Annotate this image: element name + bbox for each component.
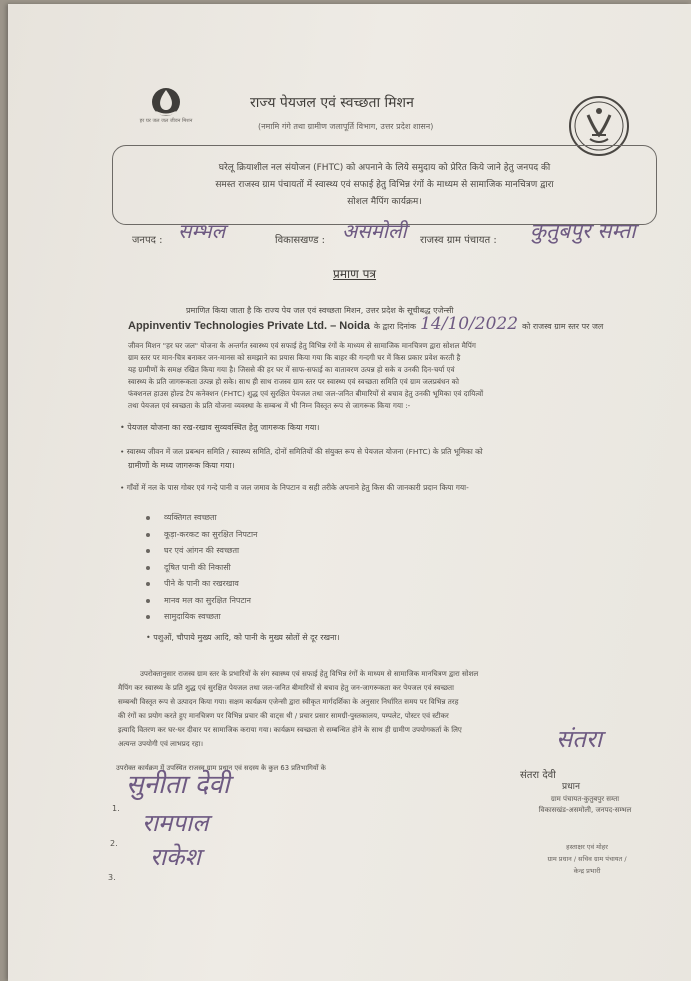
district-label: जनपद :: [132, 235, 163, 246]
hygiene-topics-list: [146, 510, 257, 626]
stamp-footer-2: ग्राम प्रधान / सचिव ग्राम पंचायत /: [547, 855, 627, 863]
signature-number: 2.: [110, 839, 118, 848]
stamp-name: संतरा देवी: [520, 770, 556, 781]
body-line-4: ग्राम स्तर पर मान-चित्र बनाकर जन-मानस को समझाने का प्रयास किया गया कि बाहर की गन्दगी घर में किस प्रकार प्रवेश करती है: [128, 353, 461, 362]
logo-caption: हर घर जल जल जीवन मिशन: [139, 118, 193, 124]
point-3: • गाँवों में नल के पास गोबर एवं गन्दे पानी व जल जमाव के निपटान व सही तरीके अपनाने हेतु किस की जानकारी प्रदान किया गया-: [120, 483, 469, 492]
signature-2: रामपाल: [142, 809, 209, 837]
closing-line-4: की रंगों का प्रयोग करते हुए मानचित्रण पर विभिन्न प्रचार की वाट्स थी / प्रचार प्रसार सामग्री-पुस्तकालय, पम्पलेट, पोस्टर एवं स्टीकर: [118, 711, 449, 720]
bullet-dot: [146, 566, 150, 570]
closing-line-2: मैपिंग कर स्वास्थ्य के प्रति शुद्ध एवं सुरक्षित पेयजल तथा जल-जनित बीमारियों से बचाव हेतु जन-जागरूकता कर पेयजल एवं स्वच्छता: [118, 683, 454, 692]
topic-text: घर एवं आंगन की स्वच्छता: [164, 546, 240, 555]
closing-line-6: अत्यन्त उपयोगी एवं लाभप्रद रहा।: [118, 739, 204, 748]
agency-name: Appinventiv Technologies Private Ltd. – Noida: [128, 320, 370, 332]
body-line-5: यह ग्रामीणों के समक्ष रखित किया गया है। जिससे की हर घर में साफ-सफाई का वातावरण उत्पन्न हो सके व उनकी दिन-चर्या एवं: [128, 365, 455, 374]
block-value: असमोली: [342, 219, 407, 243]
signature-3: राकेश: [150, 843, 201, 871]
bullet-dot: [146, 599, 150, 603]
topic-text: व्यक्तिगत स्वच्छता: [164, 513, 217, 522]
banner-line-2: समस्त राजस्व ग्राम पंचायतों में स्वास्थ्य एवं सफाई हेतु विभिन्न रंगों के माध्यम से सामाजिक मानचित्रण द्वारा: [215, 180, 554, 190]
topic-item: [146, 609, 257, 626]
banner-line-1: घरेलू क्रियाशील नल संयोजन (FHTC) को अपनाने के लिये समुदाय को प्रेरित किये जाने हेतु जनपद की: [218, 163, 551, 173]
bullet-dot: [146, 582, 150, 586]
point-2-cont: ग्रामीणों के मध्य जागरूक किया गया।: [128, 461, 235, 470]
closing-line-3: सम्बन्धी विस्तृत रूप से उत्पादन किया गया। सक्षम कार्यक्रम एजेन्सी द्वारा स्वीकृत मार्गदर्शिका के अनुसार निर्धारित समय पर विभिन्न तरह: [118, 697, 459, 706]
topic-text: कूड़ा-करकट का सुरक्षित निपटान: [164, 529, 258, 539]
signature-number: 1.: [112, 804, 120, 813]
point-3-text: गाँवों में नल के पास गोबर एवं गन्दे पानी व जल जमाव के निपटान व सही तरीके अपनाने हेतु किस की जानकारी प्रदान किया गया-: [126, 483, 469, 492]
program-banner: [112, 145, 657, 225]
program-date: 14/10/2022: [420, 314, 519, 334]
signature-1: सुनीता देवी: [126, 770, 230, 800]
bullet-dot: [146, 533, 150, 537]
pradhan-signature: संतरा: [556, 725, 602, 753]
body-line-2: [128, 314, 604, 334]
body-line-6: स्वास्थ्य के प्रति जागरूकता उत्पन्न हो सके। साथ ही साथ राजस्व ग्राम स्तर पर स्वास्थ्य एवं स्वच्छता समिति एवं ग्राम जलप्रबंधन को: [128, 377, 460, 386]
village-value: कुतुबपुर सम्ता: [530, 219, 636, 243]
stamp-line-2: विकासखंड-असमोली, जनपद-सम्भल: [538, 806, 632, 814]
district-value: सम्भल: [178, 219, 226, 243]
topic-text: सामुदायिक स्वच्छता: [164, 612, 221, 621]
topic-text: मानव मल का सुरक्षित निपटान: [164, 595, 251, 605]
stamp-role: प्रधान: [562, 782, 580, 792]
topic-text: पीने के पानी का रखरखाव: [164, 579, 239, 588]
closing-line-1: उपरोक्तानुसार राजस्व ग्राम स्तर के प्रभारियों के संग स्वास्थ्य एवं सफाई हेतु विभिन्न रंगों के माध्यम से सामाजिक मानचित्रण द्वारा सोशल: [140, 669, 479, 678]
topic-item: [146, 560, 257, 577]
stamp-line-1: ग्राम पंचायत-कुतुबपुर सम्ता: [550, 795, 620, 803]
bullet-dot: [146, 549, 150, 553]
participants-note: उपरोक्त कार्यक्रम में उपस्थित राजस्व ग्राम प्रधान एवं सदस्य के कुल 63 प्रतिभागियों के: [116, 764, 326, 772]
bullet-dot: [146, 516, 150, 520]
body-line-7: फंक्शनल हाउस होल्ड टैप कनेक्शन (FHTC) शुद्ध एवं सुरक्षित पेयजल तथा जल-जनित बीमारियों से बचाव हेतु उनकी भूमिका एवं दायित्वों: [128, 389, 484, 398]
body-line-2-mid: के द्वारा दिनांक: [373, 322, 417, 331]
point-2: • स्वास्थ्य जीवन में जल प्रबन्धन समिति / स्वास्थ्य समिति, दोनों समितियों की संयुक्त रूप से पेयजल योजना (FHTC) के प्रति भूमिका को: [120, 447, 483, 456]
point-1-text: पेयजल योजना का रख-रखाव सुव्यवस्थित हेतु जागरूक किया गया।: [127, 423, 320, 432]
topic-item: [146, 576, 257, 593]
village-label: राजस्व ग्राम पंचायत :: [420, 235, 497, 246]
body-line-3: जीवन मिशन "हर घर जल" योजना के अन्तर्गत स्वास्थ्य एवं सफाई हेतु विभिन्न रंगों के माध्यम से सामाजिक मानचित्रण द्वारा सोशल मैपिंग: [128, 341, 476, 350]
body-line-1: प्रमाणित किया जाता है कि राज्य पेय जल एवं स्वच्छता मिशन, उत्तर प्रदेश के सूचीबद्ध एजेन्सी: [186, 306, 454, 315]
topic-text: दूषित पानी की निकासी: [164, 562, 231, 572]
certificate-title: प्रमाण पत्र: [333, 267, 377, 281]
stamp-footer-3: केन्द्र प्रभारी: [573, 867, 601, 875]
body-line-8: तथा पेयजल एवं स्वच्छता के प्रति योजना व्यवस्था के सम्बन्ध में भी निम्न विस्तृत रूप से जागरूक किया गया :-: [128, 401, 411, 410]
point-1: • पेयजल योजना का रख-रखाव सुव्यवस्थित हेतु जागरूक किया गया।: [120, 423, 320, 432]
point-2-text: स्वास्थ्य जीवन में जल प्रबन्धन समिति / स्वास्थ्य समिति, दोनों समितियों की संयुक्त रूप से पेयजल योजना (FHTC) के प्रति भूमिका को: [126, 447, 483, 456]
extra-point-text: पशुओं, चौपाये मुख्य आदि, को पानी के मुख्य स्रोतों से दूर रखना।: [153, 633, 340, 642]
page-subtitle: (नमामि गंगे तथा ग्रामीण जलापूर्ति विभाग, उत्तर प्रदेश शासन): [258, 122, 434, 131]
page-title: राज्य पेयजल एवं स्वच्छता मिशन: [250, 95, 414, 111]
signature-number: 3.: [108, 873, 116, 882]
body-line-2-end: को राजस्व ग्राम स्तर पर जल: [522, 322, 604, 331]
topic-item: [146, 510, 257, 527]
extra-point: • पशुओं, चौपाये मुख्य आदि, को पानी के मुख्य स्रोतों से दूर रखना।: [146, 633, 340, 642]
closing-line-5: इत्यादि वितरण कर घर-घर दीवार पर सामाजिक कराया गया। कार्यक्रम स्वच्छता से सम्बन्धित होने के साथ ही ग्रामीण उपयोगकर्ता के लिए: [118, 725, 462, 734]
stamp-footer-1: हस्ताक्षर एवं मोहर: [566, 843, 608, 851]
banner-line-3: सोशल मैपिंग कार्यक्रम।: [347, 197, 422, 207]
block-label: विकासखण्ड :: [275, 235, 326, 246]
bullet-dot: [146, 615, 150, 619]
topic-item: [146, 593, 257, 610]
topic-item: [146, 527, 257, 544]
topic-item: [146, 543, 257, 560]
